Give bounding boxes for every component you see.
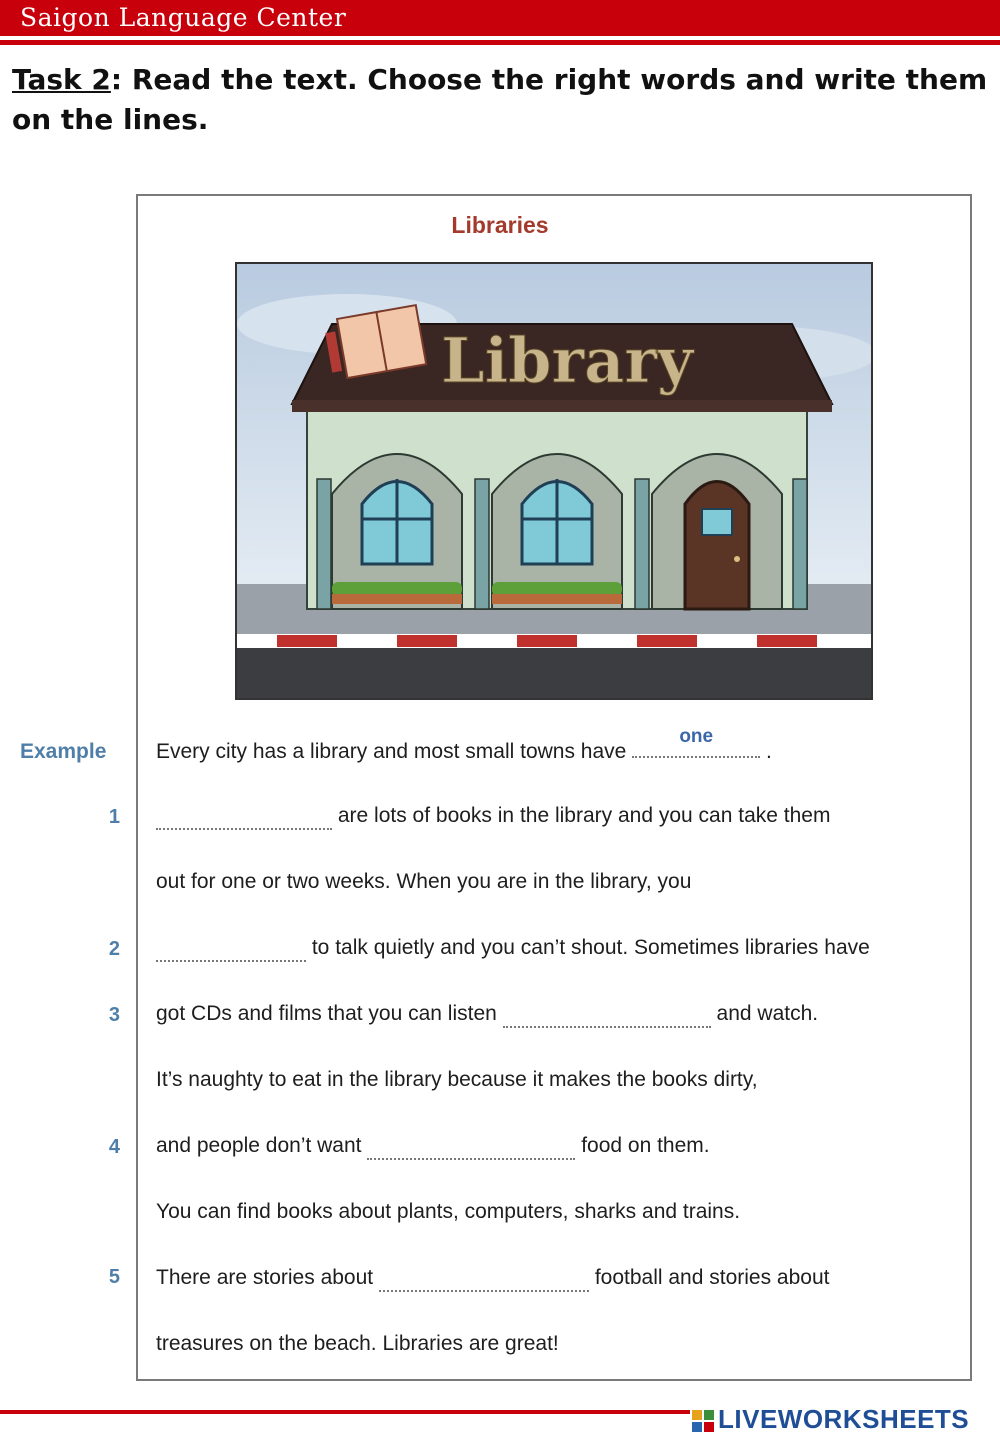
task-label: Task 2: [12, 63, 111, 96]
sign-text: Library: [440, 324, 694, 397]
footer-rule: [0, 1410, 690, 1414]
answer-input-3[interactable]: [503, 1006, 711, 1028]
library-building-image: [237, 264, 871, 698]
question-3-text-a: got CDs and films that you can listen: [156, 1002, 497, 1025]
example-label: Example: [20, 740, 107, 763]
brand-text: LIVEWORKSHEETS: [718, 1404, 970, 1434]
header-bar: [0, 0, 1000, 36]
example-blank: [632, 726, 760, 758]
question-3-text-b: and watch.: [716, 1002, 819, 1025]
text-line: out for one or two weeks. When you are in the library, you: [156, 870, 692, 893]
text-line: treasures on the beach. Libraries are great!: [156, 1332, 559, 1355]
answer-input-1[interactable]: [156, 808, 332, 830]
question-2-line: [156, 936, 870, 962]
text-line: You can find books about plants, computers, sharks and trains.: [156, 1200, 741, 1223]
question-number-1: 1: [108, 806, 120, 828]
question-number-5: 5: [108, 1266, 120, 1288]
question-2-text: to talk quietly and you can’t shout. Sometimes libraries have: [311, 936, 870, 959]
header-rule: [0, 40, 1000, 45]
question-1-text: are lots of books in the library and you can take them: [337, 804, 831, 827]
liveworksheets-icon: [692, 1408, 714, 1430]
example-text: Every city has a library and most small towns have: [156, 740, 627, 763]
question-5-text-a: There are stories about: [156, 1266, 374, 1289]
question-number-4: 4: [108, 1136, 120, 1158]
answer-input-2[interactable]: [156, 940, 306, 962]
brand-logo: [692, 1404, 969, 1434]
question-3-line: [156, 1002, 818, 1028]
question-5-line: [156, 1266, 829, 1292]
question-5-text-b: football and stories about: [594, 1266, 830, 1289]
header-title: Saigon Language Center: [20, 3, 347, 32]
question-4-text-a: and people don’t want: [156, 1134, 362, 1157]
question-4-line: [156, 1134, 710, 1160]
question-1-line: [156, 804, 830, 830]
question-number-2: 2: [108, 938, 120, 960]
answer-input-4[interactable]: [367, 1138, 575, 1160]
task-instruction: [12, 60, 997, 140]
library-illustration: [235, 262, 873, 700]
text-line: It’s naughty to eat in the library because it makes the books dirty,: [156, 1068, 758, 1091]
answer-input-5[interactable]: [379, 1270, 589, 1292]
example-answer: one: [679, 726, 714, 747]
question-4-text-b: food on them.: [581, 1134, 710, 1157]
question-number-3: 3: [108, 1004, 120, 1026]
task-text: : Read the text. Choose the right words and write them on the lines.: [12, 63, 988, 136]
card-title: Libraries: [451, 212, 549, 238]
example-line: Every city has a library and most small towns have one .: [156, 726, 772, 763]
